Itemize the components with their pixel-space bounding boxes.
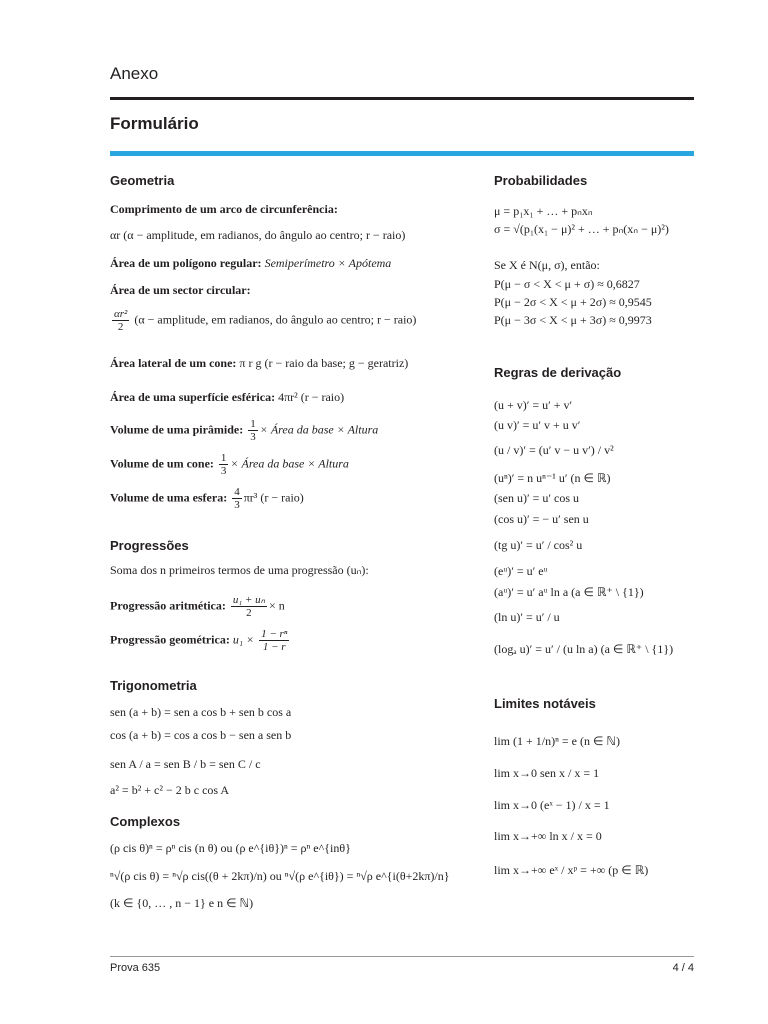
section-complexos: Complexos <box>110 814 181 829</box>
law-of-cosines: a² = b² + c² − 2 b c cos A <box>110 783 230 797</box>
title-accent-rule <box>110 151 694 156</box>
section-progressoes: Progressões <box>110 538 189 553</box>
derivation-rule: (tg u)′ = u′ / cos² u <box>494 538 583 552</box>
footer-page-number: 4 / 4 <box>672 962 694 974</box>
section-limites: Limites notáveis <box>494 696 596 711</box>
limit-item: lim x→0 sen x / x = 1 <box>494 766 600 780</box>
trig-sum-sin: sen (a + b) = sen a cos b + sen b cos a <box>110 705 292 719</box>
arc-formula: αr (α − amplitude, em radianos, do ângulo ao centro; r − raio) <box>110 228 406 242</box>
derivation-rule: (aᵘ)′ = u′ aᵘ ln a (a ∈ ℝ⁺ \ {1}) <box>494 585 644 599</box>
sector-label: Área de um sector circular: <box>110 283 251 297</box>
sector-formula: $\frac{\text{αr²}}{2}$ (α − amplitude, em radianos, do ângulo ao centro; r − raio) <box>114 308 417 333</box>
cone-lateral-area: Área lateral de um cone: π r g (r − raio da base; g − geratriz) <box>110 356 409 370</box>
law-of-sines: sen A / a = sen B / b = sen C / c <box>110 757 261 771</box>
limit-item: lim (1 + 1/n)ⁿ = e (n ∈ ℕ) <box>494 734 621 748</box>
derivation-rule: (eᵘ)′ = u′ eᵘ <box>494 564 548 578</box>
derivation-rule: (sen u)′ = u′ cos u <box>494 491 580 505</box>
normal-intro: Se X é N(μ, σ), então: <box>494 258 600 272</box>
section-derivacao: Regras de derivação <box>494 365 622 380</box>
prob-mean: μ = p₁x₁ + … + pₙxₙ <box>494 204 593 218</box>
derivation-rule: (u + v)′ = u′ + v′ <box>494 398 573 412</box>
sphere-area: Área de uma superfície esférica: 4πr² (r − raio) <box>110 390 345 404</box>
progression-intro: Soma dos n primeiros termos de uma progressão (uₙ): <box>110 563 369 577</box>
limit-item: lim x→0 (eˣ − 1) / x = 1 <box>494 798 610 812</box>
prob-1sigma: P(μ − σ < X < μ + σ) ≈ 0,6827 <box>494 277 640 291</box>
sphere-volume: Volume de uma esfera: $\frac{4}{3}$ πr³ (r − raio) <box>110 486 304 511</box>
section-probabilidades: Probabilidades <box>494 173 588 188</box>
section-trigonometria: Trigonometria <box>110 678 197 693</box>
derivation-rule: (logₐ u)′ = u′ / (u ln a) (a ∈ ℝ⁺ \ {1}) <box>494 642 674 656</box>
trig-sum-cos: cos (a + b) = cos a cos b − sen a sen b <box>110 728 292 742</box>
derivation-rule: (u v)′ = u′ v + u v′ <box>494 418 581 432</box>
limit-item: lim x→+∞ eˣ / xᵖ = +∞ (p ∈ ℝ) <box>494 863 649 877</box>
complex-root: ⁿ√(ρ cis θ) = ⁿ√ρ cis((θ + 2kπ)/n) ou ⁿ√(ρ e^{iθ}) = ⁿ√ρ e^{i(θ+2kπ)/n} <box>110 869 450 883</box>
prob-2sigma: P(μ − 2σ < X < μ + 2σ) ≈ 0,9545 <box>494 295 652 309</box>
section-geometria: Geometria <box>110 173 175 188</box>
header-rule <box>110 97 694 100</box>
complex-power: (ρ cis θ)ⁿ = ρⁿ cis (n θ) ou (ρ e^{iθ})ⁿ = ρⁿ e^{inθ} <box>110 841 351 855</box>
annex-title: Anexo <box>110 64 159 83</box>
arithmetic-progression: Progressão aritmética: $\frac{\text{u₁ + uₙ}}{2}$ × n <box>110 594 285 619</box>
cone-volume: Volume de um cone: $\frac{1}{3}$ × Área da base × Altura <box>110 452 349 477</box>
complex-conditions: (k ∈ {0, … , n − 1} e n ∈ ℕ) <box>110 896 254 910</box>
footer-exam-code: Prova 635 <box>110 962 161 974</box>
derivation-rule: (uⁿ)′ = n uⁿ⁻¹ u′ (n ∈ ℝ) <box>494 471 611 485</box>
polygon-area: Área de um polígono regular: Semiperímetro × Apótema <box>110 256 392 270</box>
derivation-rule: (cos u)′ = − u′ sen u <box>494 512 589 526</box>
limit-item: lim x→+∞ ln x / x = 0 <box>494 829 602 843</box>
derivation-rule: (ln u)′ = u′ / u <box>494 610 560 624</box>
footer-rule <box>110 956 694 957</box>
page-title: Formulário <box>110 114 199 133</box>
arc-label: Comprimento de um arco de circunferência: <box>110 202 338 216</box>
pyramid-volume: Volume de uma pirâmide: $\frac{1}{3}$ × Área da base × Altura <box>110 418 379 443</box>
geometric-progression: Progressão geométrica: u₁ × $\frac{\text{1 − rⁿ}}{1 - r}$ <box>110 628 288 653</box>
prob-3sigma: P(μ − 3σ < X < μ + 3σ) ≈ 0,9973 <box>494 313 652 327</box>
derivation-rule: (u / v)′ = (u′ v − u v′) / v² <box>494 443 614 457</box>
prob-std: σ = √(p₁(x₁ − μ)² + … + pₙ(xₙ − μ)²) <box>494 222 669 236</box>
